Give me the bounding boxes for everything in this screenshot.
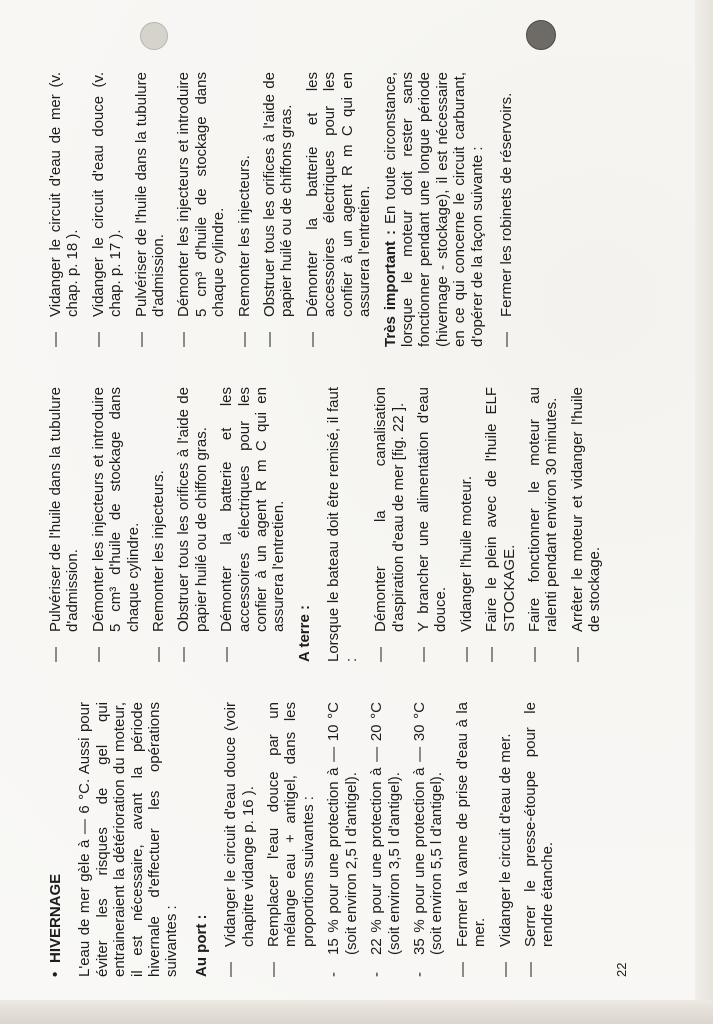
list-item: — Démonter les injecteurs et introduire 5 cm³ d'huile de stockage dans chaque cylindre. — [90, 387, 142, 662]
list-item: — Démonter la batterie et les accessoires électriques pour les confier à un agent R m C qui en assurera l'entretien. — [218, 387, 288, 662]
important-text: En toute circonstance, lorsque le moteur doit rester sans fonctionner pendant une longue période (hivernage - stockage), il est nécessaire en ce qui concerne le circuit carburant, d'opérer de la façon suivante : — [381, 72, 486, 347]
subheading: A terre : — [295, 605, 313, 662]
important-note — [382, 72, 486, 347]
column-3 — [47, 72, 523, 347]
list-item: — Pulvériser de l'huile dans la tubulure d'admission. — [47, 387, 82, 662]
list-item: — Vidanger le circuit d'eau de mer (v. chap. p. 18 ). — [47, 72, 82, 347]
list-item: — Vidanger l'huile moteur. — [458, 387, 475, 662]
list-item: — Obstruer tous les orifices à l'aide de papier huilé ou de chiffons gras. — [261, 72, 296, 347]
intro-paragraph: Lorsque le bateau doit être remisé, il faut : — [325, 387, 360, 662]
list-item: — Faire fonctionner le moteur au ralenti pendant environ 30 minutes. — [526, 387, 561, 662]
subheading: Au port : — [192, 914, 210, 977]
dash-marker: - — [368, 972, 386, 977]
proportion-text: 22 % pour une protection à — 20 °C (soit environ 3,5 l d'antigel). — [368, 702, 403, 955]
column-1 — [47, 702, 629, 977]
list-item: — Y brancher une alimentation d'eau douce. — [415, 387, 450, 662]
intro-paragraph: L'eau de mer gèle à — 6 °C. Aussi pour éviter les risques de gel qui entraineraient la détérioration du moteur, il est nécessaire, avant la période hivernale d'effectuer les opérations suivantes : — [76, 702, 181, 977]
instruction-list — [454, 702, 557, 977]
list-item: — Remonter les injecteurs. — [236, 72, 253, 347]
instruction-list — [47, 387, 288, 662]
list-item: — Démonter la batterie et les accessoires électriques pour les confier à un agent R m C qui en assurera l'entretien. — [304, 72, 374, 347]
list-item: — Vidanger le circuit d'eau douce (v. chap. p. 17 ). — [90, 72, 125, 347]
proportion-item — [411, 702, 446, 977]
list-item: — Serrer le presse-étoupe pour le rendre étanche. — [522, 702, 557, 977]
list-item: — Démonter la canalisation d'aspiration d'eau de mer [fig. 22 ]. — [372, 387, 407, 662]
list-item: — Remplacer l'eau douce par un mélange eau + antigel, dans les proportions suivantes : — [265, 702, 317, 977]
punch-hole — [526, 20, 556, 50]
list-item: — Remonter les injecteurs. — [150, 387, 167, 662]
list-item: — Pulvériser de l'huile dans la tubulure d'admission. — [133, 72, 168, 347]
page-number: 22 — [614, 962, 629, 977]
list-item: — Arrêter le moteur et vidanger l'huile de stockage. — [569, 387, 604, 662]
important-label: Très important : — [381, 230, 399, 347]
list-item: — Obstruer tous les orifices à l'aide de papier huilé ou de chiffon gras. — [175, 387, 210, 662]
instruction-list — [222, 702, 317, 977]
column-2 — [47, 387, 612, 662]
dash-marker: - — [410, 972, 428, 977]
proportion-item — [325, 702, 360, 977]
punch-hole — [140, 22, 168, 50]
proportion-text: 15 % pour une protection à — 10 °C (soit environ 2,5 l d'antigel). — [325, 702, 360, 955]
section-heading — [47, 702, 64, 977]
instruction-list — [47, 72, 374, 347]
page-edge-shadow — [695, 0, 713, 1024]
list-item: — Démonter les injecteurs et introduire 5 cm³ d'huile de stockage dans chaque cylindre. — [175, 72, 227, 347]
list-item: — Faire le plein avec de l'huile ELF STOCKAGE. — [483, 387, 518, 662]
instruction-list — [372, 387, 603, 662]
list-item: — Vidanger le circuit d'eau douce (voir chapitre vidange p. 16 ). — [222, 702, 257, 977]
proportion-item — [368, 702, 403, 977]
section-title: HIVERNAGE — [47, 873, 64, 963]
proportion-text: 35 % pour une protection à — 30 °C (soit environ 5,5 l d'antigel). — [410, 702, 446, 955]
dash-marker: - — [325, 972, 343, 977]
list-item: — Vidanger le circuit d'eau de mer. — [497, 702, 514, 977]
list-item: — Fermer les robinets de réservoirs. — [498, 72, 515, 347]
bullet-icon: • — [47, 971, 64, 977]
instruction-list — [498, 72, 515, 347]
rotated-text-block — [37, 47, 677, 977]
page-edge-shadow — [0, 1000, 713, 1024]
list-item: — Fermer la vanne de prise d'eau à la mer. — [454, 702, 489, 977]
